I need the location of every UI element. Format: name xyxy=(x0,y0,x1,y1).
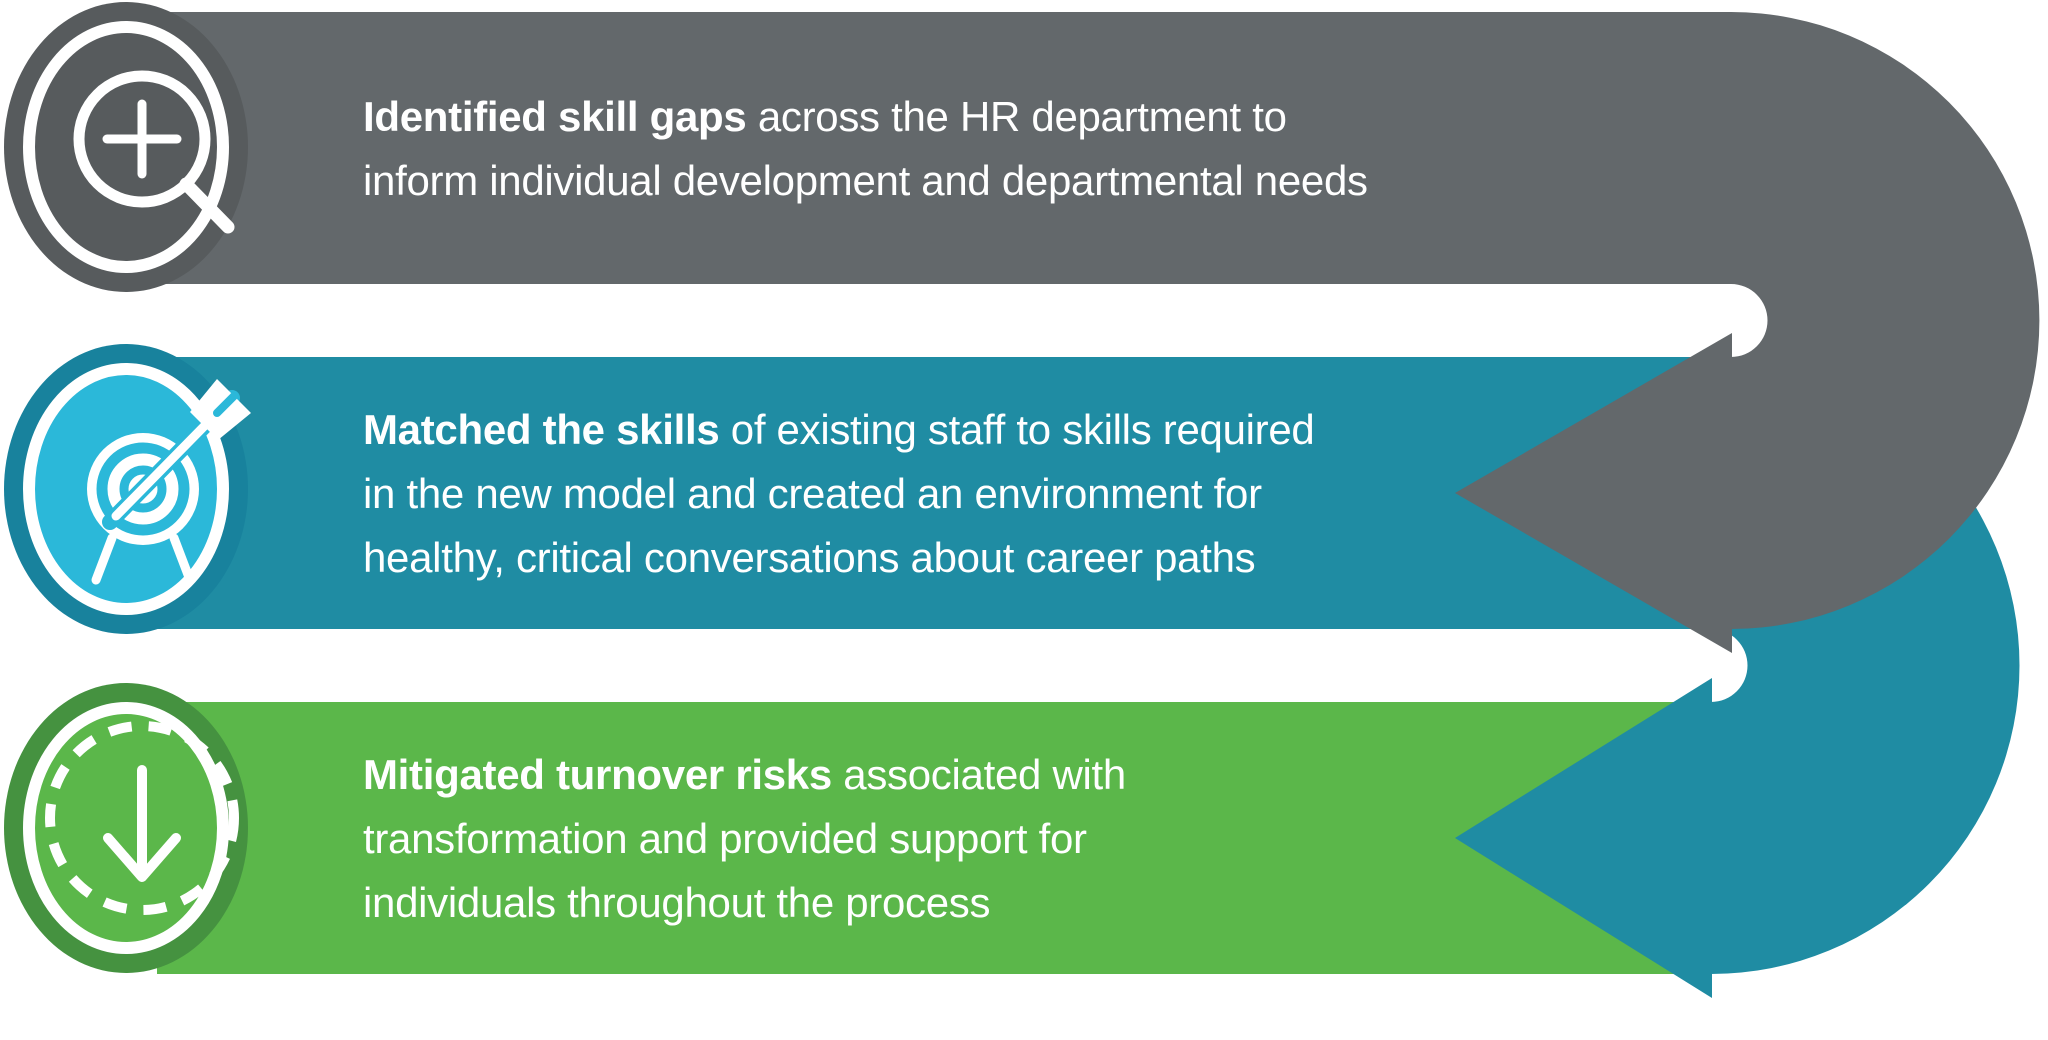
step-2-lead: Matched the skills xyxy=(363,406,720,453)
step-2-line-1-rest: of existing staff to skills required xyxy=(719,406,1315,453)
down-arrow-dashed-circle-icon xyxy=(4,683,248,973)
step-2-text xyxy=(363,406,1314,581)
step-3-line-1-rest: associated with xyxy=(831,751,1126,798)
step-1-line-2: inform individual development and departmental needs xyxy=(363,157,1368,204)
step-2-line-1 xyxy=(363,406,1314,453)
icon-1-disc xyxy=(4,2,248,292)
zoom-magnifier-plus-icon xyxy=(4,2,248,292)
step-1-line-1 xyxy=(363,93,1287,140)
step-3-line-3: individuals throughout the process xyxy=(363,879,991,926)
step-3-line-2: transformation and provided support for xyxy=(363,815,1087,862)
step-1-line-1-rest: across the HR department to xyxy=(746,93,1287,140)
step-2-line-2: in the new model and created an environment for xyxy=(363,470,1262,517)
step-3-line-1 xyxy=(363,751,1126,798)
step-1-lead: Identified skill gaps xyxy=(363,93,747,140)
step-3-lead: Mitigated turnover risks xyxy=(363,751,832,798)
step-2-line-3: healthy, critical conversations about career paths xyxy=(363,534,1256,581)
